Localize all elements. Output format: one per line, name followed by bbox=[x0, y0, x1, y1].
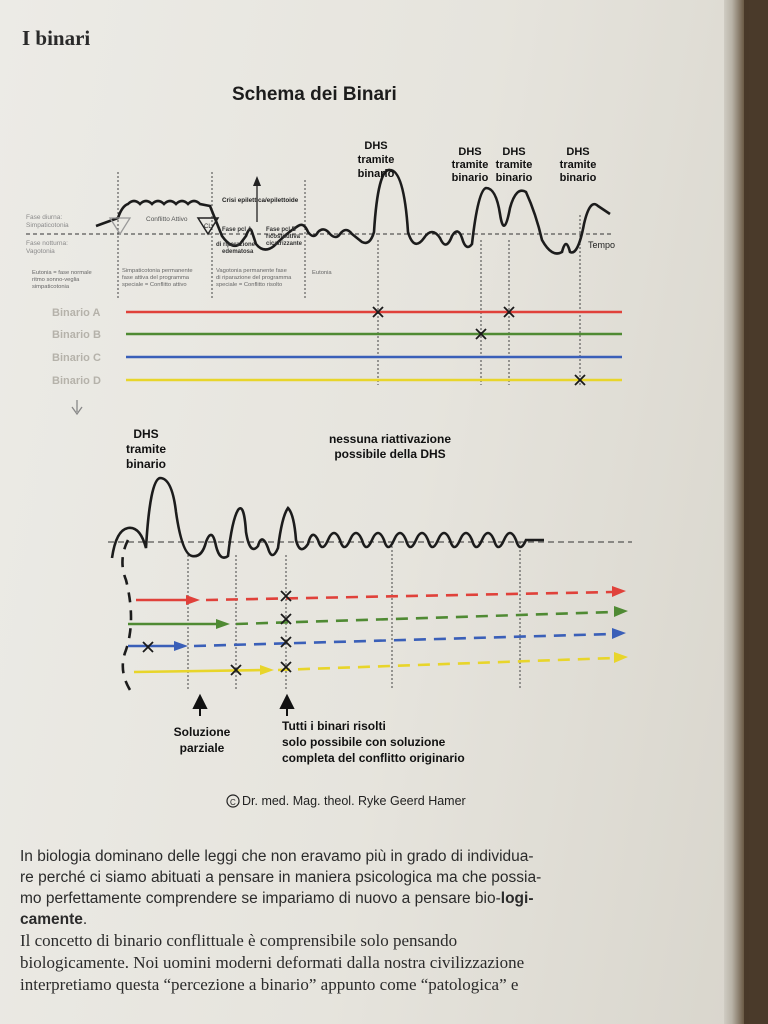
desc2-l2: fase attiva del programma bbox=[122, 275, 190, 281]
running-head: I binari bbox=[22, 26, 91, 50]
bottom-track-a-dashed bbox=[206, 592, 612, 600]
dhs-label-1-l3: binario bbox=[357, 168, 395, 180]
phase-b-2: ricostitutiva bbox=[266, 234, 301, 240]
track-c-arrow-icon bbox=[174, 641, 188, 651]
track-label-d: Binario D bbox=[52, 375, 101, 387]
body-text bbox=[20, 846, 640, 996]
dhs-labels-top bbox=[358, 140, 597, 184]
cl-label: CL bbox=[204, 224, 212, 230]
phase-b-3: cicatrizzante bbox=[266, 241, 303, 247]
all-resolved-label bbox=[282, 719, 465, 765]
no-reactivation-l1: nessuna riattivazione bbox=[328, 432, 452, 446]
track-labels bbox=[52, 307, 101, 387]
left-bracket bbox=[122, 540, 131, 690]
copyright-text: Dr. med. Mag. theol. Ryke Geerd Hamer bbox=[242, 794, 466, 808]
p2-line-3: interpretiamo questa “percezione a binario” appunto come “patologica” e bbox=[20, 975, 519, 994]
desc1-l1: Eutonia = fase normale bbox=[32, 270, 92, 276]
bottom-diagram bbox=[108, 427, 632, 807]
dhs-label-2-l2: tramite bbox=[451, 159, 489, 171]
bottom-dhs-l2: tramite bbox=[125, 442, 167, 456]
track-label-b: Binario B bbox=[52, 329, 101, 341]
conflict-active-label: Conflitto Attivo bbox=[146, 216, 188, 223]
all-resolved-l1: Tutti i binari risolti bbox=[282, 719, 386, 733]
diagram-title: Schema dei Binari bbox=[232, 84, 397, 105]
left-label-4: Vagotonia bbox=[26, 248, 55, 255]
top-curve bbox=[96, 170, 610, 254]
track-label-c: Binario C bbox=[52, 352, 101, 364]
desc1-l3: simpaticotonia bbox=[32, 284, 70, 290]
track-a-end-arrow-icon bbox=[612, 586, 626, 597]
bottom-track-d-dashed bbox=[278, 658, 614, 670]
desc4-l1: Eutonia bbox=[312, 270, 332, 276]
bottom-tracks bbox=[128, 586, 628, 675]
desc3-l1: Vagotonia permanente fase bbox=[216, 268, 287, 274]
all-resolved-arrow-icon bbox=[281, 696, 293, 716]
partial-l2: parziale bbox=[179, 741, 225, 755]
track-a-arrow-icon bbox=[186, 595, 200, 605]
track-c-end-arrow-icon bbox=[612, 628, 626, 639]
p1-line-2: re perché ci siamo abituati a pensare in maniera psicologica ma che possia- bbox=[20, 869, 542, 886]
dhs-label-1-l1: DHS bbox=[364, 140, 388, 152]
crisis-label: Crisi epilettica/epilettoide bbox=[222, 197, 299, 204]
bottom-track-c-dashed bbox=[194, 634, 612, 646]
phase-descriptions bbox=[32, 268, 332, 290]
dhs-label-3-l3: binario bbox=[495, 172, 533, 184]
p1-end: . bbox=[82, 911, 88, 928]
bottom-dhs-label bbox=[126, 427, 166, 471]
partial-arrow-icon bbox=[194, 696, 206, 716]
dhs-label-4-l2: tramite bbox=[559, 159, 597, 171]
paragraph-1 bbox=[20, 846, 640, 930]
top-x-marks bbox=[373, 307, 585, 385]
bottom-track-b-dashed bbox=[236, 612, 614, 624]
desc3-l3: speciale = Conflitto risolto bbox=[216, 282, 283, 288]
track-b-arrow-icon bbox=[216, 619, 230, 629]
phase-a-2: di riparazione bbox=[216, 242, 256, 248]
p1-bold-1: logi- bbox=[500, 890, 534, 907]
dhs-label-1-l2: tramite bbox=[357, 154, 395, 166]
copyright-c: C bbox=[230, 798, 236, 807]
track-d-end-arrow-icon bbox=[614, 652, 628, 663]
dhs-label-4-l1: DHS bbox=[566, 146, 590, 158]
down-arrow-icon bbox=[72, 400, 82, 414]
top-diagram bbox=[26, 140, 622, 414]
desc2-l3: speciale = Conflitto attivo bbox=[122, 282, 187, 288]
phase-a-3: edematosa bbox=[222, 249, 254, 255]
partial-l1: Soluzione bbox=[173, 725, 231, 739]
paragraph-2 bbox=[20, 930, 640, 996]
dhs-label-4-l3: binario bbox=[559, 172, 597, 184]
p2-line-2: biologicamente. Noi uomini moderni deformati dalla nostra civilizzazione bbox=[20, 953, 525, 972]
bottom-track-d-solid bbox=[134, 670, 264, 672]
x-mark-b-c bbox=[281, 637, 291, 647]
partial-label bbox=[174, 725, 231, 755]
p2-line-1: Il concetto di binario conflittuale è comprensibile solo pensando bbox=[20, 931, 458, 950]
no-reactivation-label bbox=[329, 432, 451, 461]
bottom-dhs-l3: binario bbox=[125, 457, 167, 471]
bottom-dhs-l1: DHS bbox=[133, 427, 159, 441]
desc1-l2: ritmo sonno-veglia bbox=[32, 277, 80, 283]
p1-line-3: mo perfettamente comprendere se impariamo di nuovo a pensare bio- bbox=[20, 890, 501, 907]
no-reactivation-l2: possibile della DHS bbox=[334, 447, 446, 461]
dhs-label-3-l1: DHS bbox=[502, 146, 526, 158]
bottom-x-marks bbox=[143, 591, 291, 675]
crisis-arrow-head-icon bbox=[253, 176, 261, 186]
dhs-label-3-l2: tramite bbox=[495, 159, 533, 171]
phase-a-1: Fase pcl A bbox=[222, 227, 252, 233]
left-label-3: Fase notturna: bbox=[26, 240, 68, 247]
p1-bold-2: camente bbox=[20, 911, 83, 928]
track-d-arrow-icon bbox=[260, 665, 274, 675]
time-label: Tempo bbox=[588, 240, 616, 250]
bottom-curve bbox=[112, 478, 544, 558]
track-b-end-arrow-icon bbox=[614, 606, 628, 617]
dhs-label-2-l3: binario bbox=[451, 172, 489, 184]
track-label-a: Binario A bbox=[52, 307, 101, 319]
all-resolved-l2: solo possibile con soluzione bbox=[282, 735, 446, 749]
all-resolved-l3: completa del conflitto originario bbox=[282, 751, 465, 765]
phase-b-1: Fase pcl B bbox=[266, 227, 297, 233]
left-label-1: Fase diurna: bbox=[26, 214, 63, 221]
p1-line-1: In biologia dominano delle leggi che non eravamo più in grado di individua- bbox=[20, 848, 534, 865]
desc2-l1: Simpaticotonia permanente bbox=[122, 268, 193, 274]
dhs-label-2-l1: DHS bbox=[458, 146, 482, 158]
desc3-l2: di riparazione del programma bbox=[216, 275, 292, 281]
left-label-2: Simpaticotonia bbox=[26, 222, 69, 229]
